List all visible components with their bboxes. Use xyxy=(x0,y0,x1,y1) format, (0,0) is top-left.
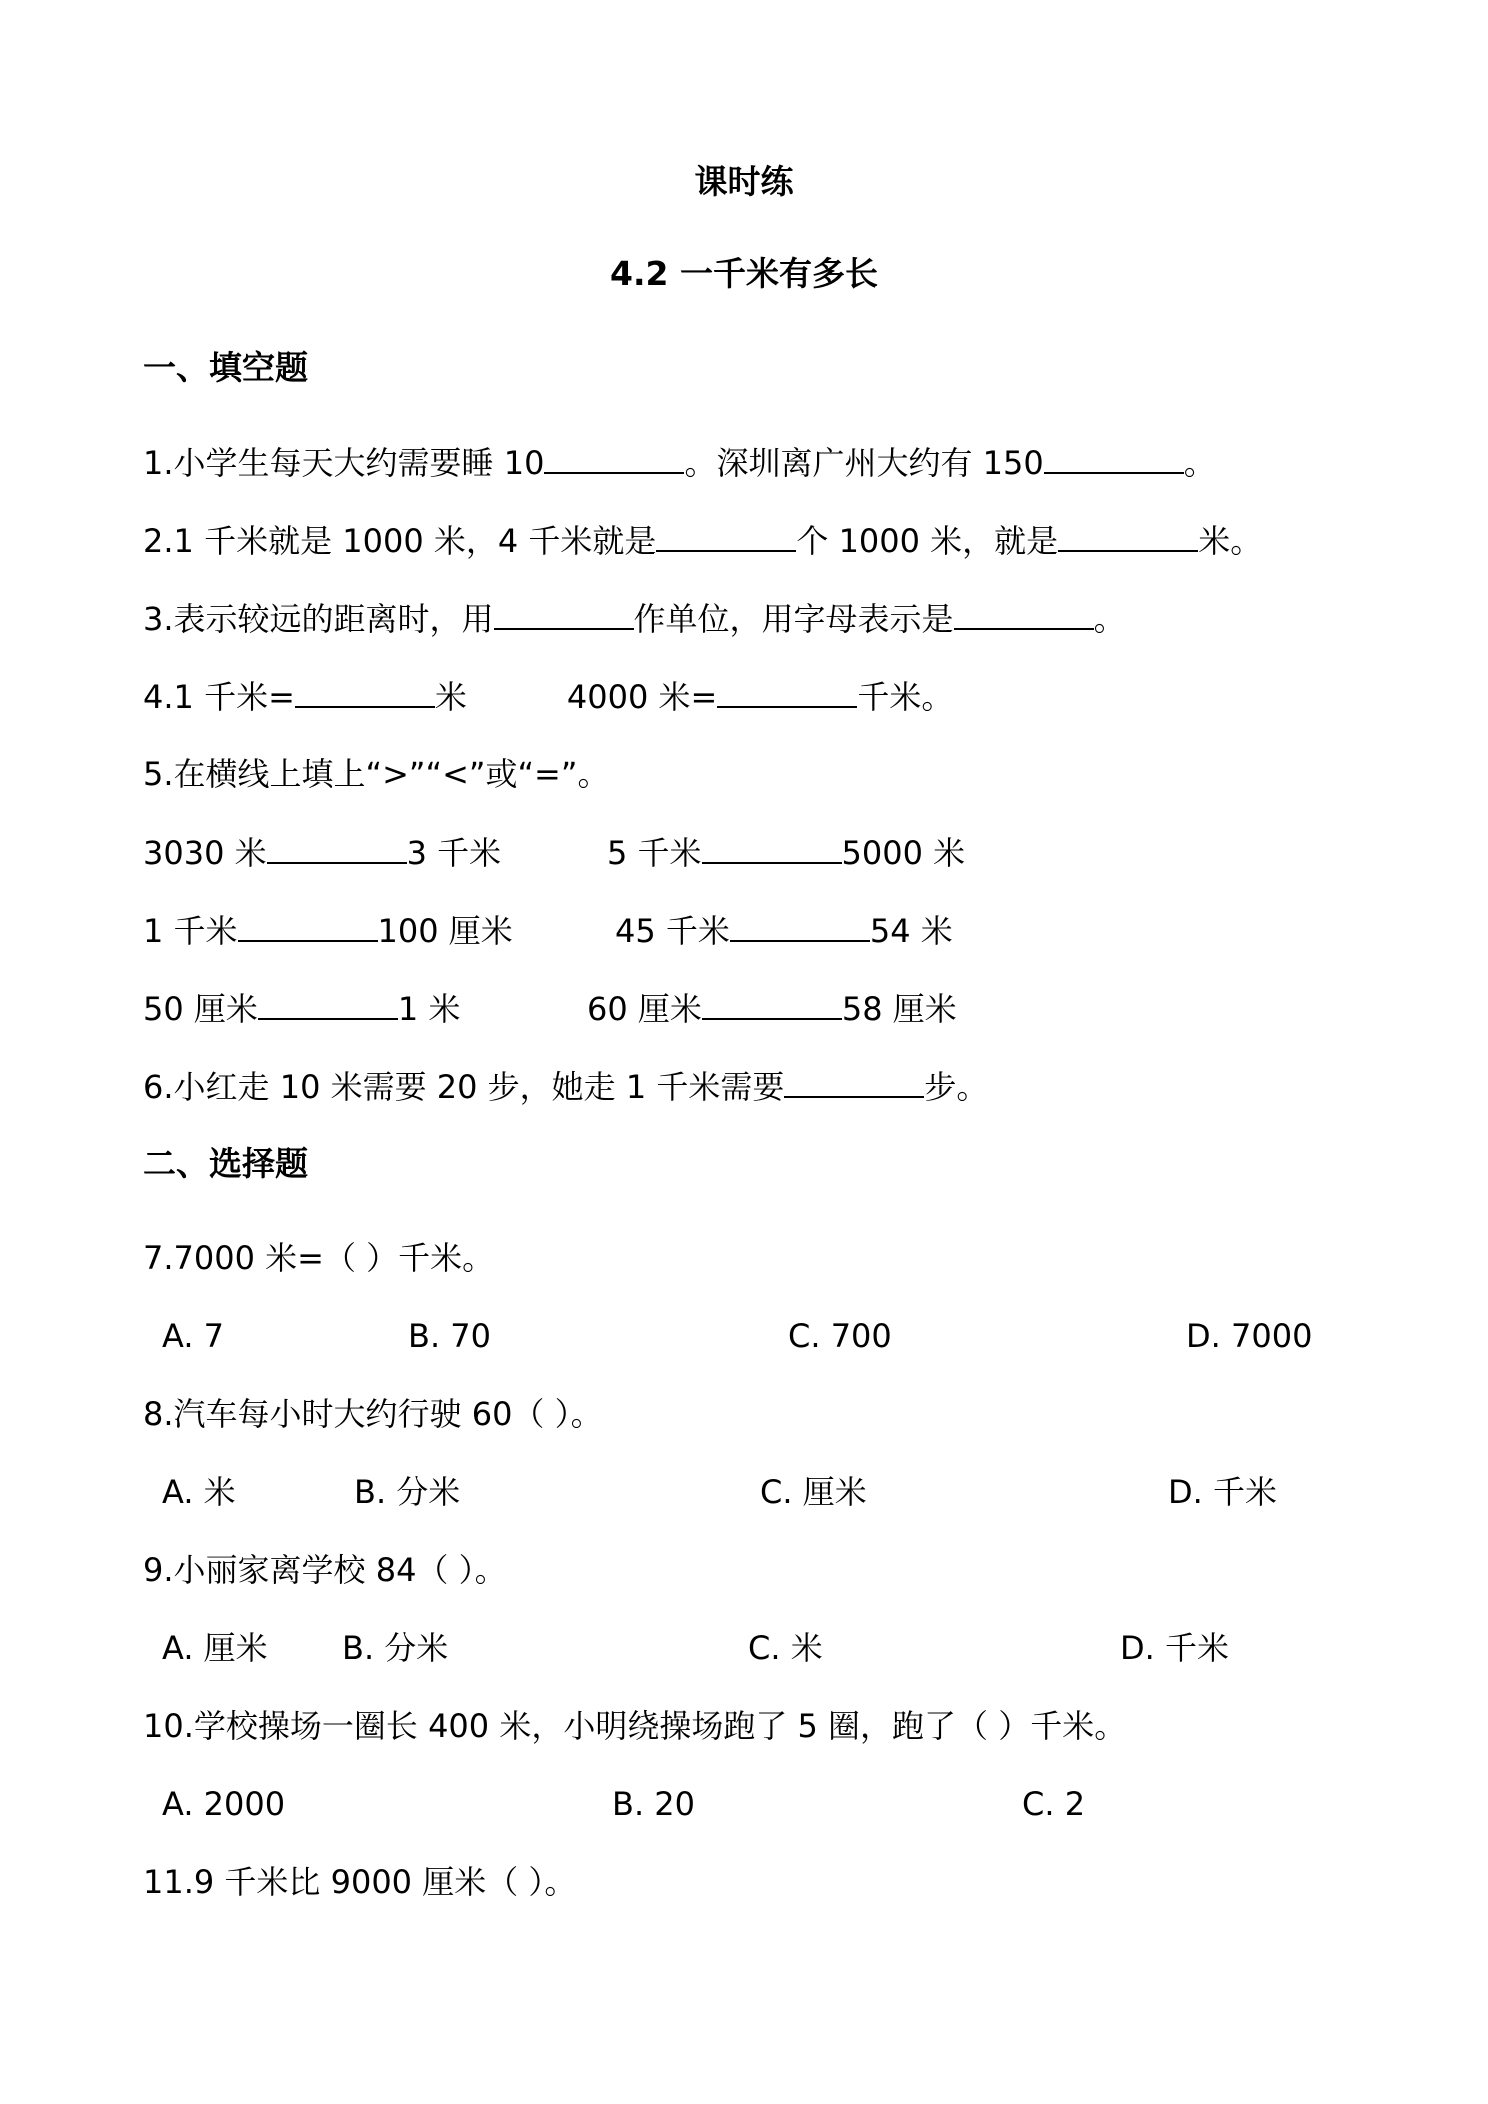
question-8: 8.汽车每小时大约行驶 60（ ）。 xyxy=(143,1395,603,1433)
answer-blank[interactable] xyxy=(717,676,857,708)
answer-blank[interactable] xyxy=(954,598,1094,630)
option-a[interactable]: A. 厘米 xyxy=(162,1629,268,1667)
compare-item: 5 千米 5000 米 xyxy=(607,834,966,872)
question-text: 6.小红走 10 米需要 20 步，她走 1 千米需要 xyxy=(143,1068,785,1106)
question-text: 米 xyxy=(434,678,467,716)
section-fill-in: 一、填空题 xyxy=(143,348,308,387)
question-text: 。 xyxy=(1183,444,1216,482)
question-5: 5.在横线上填上“>”“<”或“=”。 xyxy=(143,755,610,793)
question-text: 作单位，用字母表示是 xyxy=(633,600,954,638)
question-7: 7.7000 米=（ ）千米。 xyxy=(143,1239,495,1277)
option-a[interactable]: A. 米 xyxy=(162,1473,236,1511)
question-6 xyxy=(143,1066,988,1107)
question-text: 个 1000 米，就是 xyxy=(796,522,1059,560)
question-9: 9.小丽家离学校 84（ ）。 xyxy=(143,1551,507,1589)
option-c[interactable]: C. 厘米 xyxy=(760,1473,867,1511)
question-text: 4.1 千米= xyxy=(143,678,295,716)
answer-blank[interactable] xyxy=(544,442,684,474)
compare-item: 60 厘米 58 厘米 xyxy=(587,990,957,1028)
question-text: 1.小学生每天大约需要睡 10 xyxy=(143,444,545,482)
page-subtitle: 4.2 一千米有多长 xyxy=(610,254,878,293)
compare-item: 1 千米 100 厘米 xyxy=(143,912,513,950)
answer-blank[interactable] xyxy=(238,910,378,942)
option-d[interactable]: D. 千米 xyxy=(1120,1629,1229,1667)
question-1 xyxy=(143,442,1216,483)
page-title: 课时练 xyxy=(694,162,794,201)
option-c[interactable]: C. 700 xyxy=(788,1317,892,1355)
question-text: 4000 米= xyxy=(566,678,718,716)
option-b[interactable]: B. 70 xyxy=(408,1317,492,1355)
option-c[interactable]: C. 米 xyxy=(748,1629,823,1667)
answer-blank[interactable] xyxy=(258,988,398,1020)
question-text: 米。 xyxy=(1198,522,1263,560)
answer-blank[interactable] xyxy=(1058,520,1198,552)
question-text: 。深圳离广州大约有 150 xyxy=(684,444,1044,482)
option-b[interactable]: B. 分米 xyxy=(354,1473,461,1511)
answer-blank[interactable] xyxy=(295,676,435,708)
option-a[interactable]: A. 7 xyxy=(162,1317,225,1355)
option-d[interactable]: D. 7000 xyxy=(1186,1317,1313,1355)
section-multiple-choice: 二、选择题 xyxy=(143,1144,308,1183)
answer-blank[interactable] xyxy=(1044,442,1184,474)
question-text: 2.1 千米就是 1000 米，4 千米就是 xyxy=(143,522,657,560)
question-11: 11.9 千米比 9000 厘米（ ）。 xyxy=(143,1863,577,1901)
option-d[interactable]: D. 千米 xyxy=(1168,1473,1277,1511)
answer-blank[interactable] xyxy=(267,832,407,864)
answer-blank[interactable] xyxy=(702,988,842,1020)
question-2 xyxy=(143,520,1262,561)
compare-item: 50 厘米 1 米 xyxy=(143,990,461,1028)
option-a[interactable]: A. 2000 xyxy=(162,1785,286,1823)
option-b[interactable]: B. 20 xyxy=(612,1785,696,1823)
question-text: 。 xyxy=(1093,600,1126,638)
question-text: 千米。 xyxy=(857,678,954,716)
answer-blank[interactable] xyxy=(784,1066,924,1098)
question-10: 10.学校操场一圈长 400 米，小明绕操场跑了 5 圈，跑了（ ）千米。 xyxy=(143,1707,1127,1745)
question-4 xyxy=(143,676,953,717)
answer-blank[interactable] xyxy=(702,832,842,864)
option-b[interactable]: B. 分米 xyxy=(342,1629,449,1667)
question-text: 步。 xyxy=(924,1068,989,1106)
answer-blank[interactable] xyxy=(656,520,796,552)
compare-item: 45 千米 54 米 xyxy=(615,912,953,950)
answer-blank[interactable] xyxy=(494,598,634,630)
question-3 xyxy=(143,598,1126,639)
answer-blank[interactable] xyxy=(730,910,870,942)
question-text: 3.表示较远的距离时，用 xyxy=(143,600,494,638)
option-c[interactable]: C. 2 xyxy=(1022,1785,1086,1823)
compare-item: 3030 米 3 千米 xyxy=(143,834,502,872)
